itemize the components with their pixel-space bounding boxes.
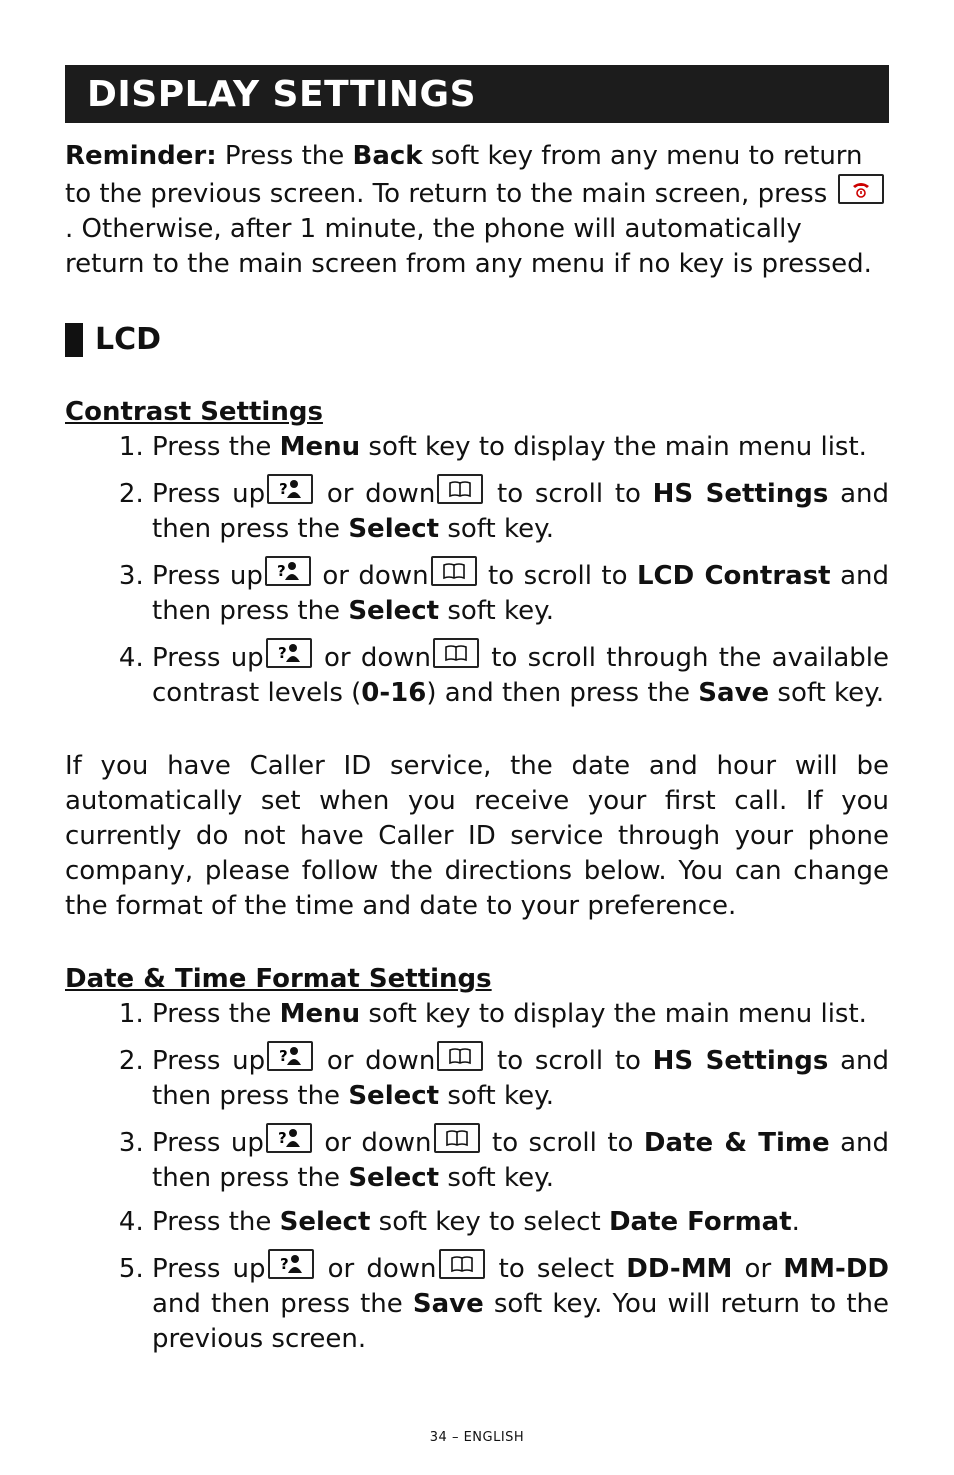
page-footer: 34 – ENGLISH [429, 1430, 525, 1445]
svg-text:?: ? [276, 562, 286, 580]
date-time-steps-list [65, 997, 889, 1357]
up-contacts-key-icon [267, 474, 313, 504]
end-call-key-icon [838, 174, 884, 204]
list-item: 2. Press up ? or down to scroll to HS Settings and then press the Select soft key. [152, 474, 889, 547]
caller-id-paragraph: If you have Caller ID service, the date and hour will be automatically set when you receive your first call. If you currently do not have Caller ID service through your phone company, please follow the directions below. You can change the format of the time and date to your preference. [65, 751, 889, 921]
date-time-format-heading: Date & Time Format Settings [65, 964, 492, 994]
up-contacts-key-icon [265, 556, 311, 586]
section-lcd-heading [65, 322, 889, 357]
reminder-paragraph: Reminder: Press the Back soft key from any menu to return to the previous screen. To return to the main screen, press . Otherwise, after 1 minute, the phone will automatically return to the main screen from any menu if no key is pressed. [65, 139, 889, 282]
contrast-settings-heading: Contrast Settings [65, 397, 323, 427]
list-item: 4. Press the Select soft key to select Date Format. [152, 1205, 889, 1240]
manual-page [65, 65, 889, 1366]
down-phonebook-key-icon [437, 1041, 483, 1071]
down-phonebook-key-icon [433, 638, 479, 668]
list-item: 2. Press up ? or down to scroll to HS Settings and then press the Select soft key. [152, 1041, 889, 1114]
title-banner [65, 65, 889, 123]
svg-text:?: ? [279, 1047, 288, 1065]
section-title: LCD [95, 322, 162, 357]
list-item: 4. Press up ? or down to scroll through the available contrast levels (0-16) and then press the Save soft key. [152, 638, 889, 711]
list-item: 3. Press up ? or down to scroll to LCD Contrast and then press the Select soft key. [152, 556, 889, 629]
list-item: 1. Press the Menu soft key to display the main menu list. [152, 997, 889, 1032]
svg-text:?: ? [279, 480, 288, 498]
svg-text:?: ? [277, 1129, 287, 1147]
up-contacts-key-icon [268, 1249, 314, 1279]
down-phonebook-key-icon [431, 556, 477, 586]
contrast-steps-list [65, 430, 889, 711]
svg-text:?: ? [277, 644, 287, 662]
up-contacts-key-icon [266, 1123, 312, 1153]
page-title: DISPLAY SETTINGS [87, 73, 477, 115]
section-marker [65, 323, 83, 357]
list-item: 5. Press up ? or down to select DD-MM or MM-DD and then press the Save soft key. You will return to the previous screen. [152, 1249, 889, 1357]
down-phonebook-key-icon [437, 474, 483, 504]
up-contacts-key-icon [267, 1041, 313, 1071]
up-contacts-key-icon [266, 638, 312, 668]
list-item: 1. Press the Menu soft key to display the main menu list. [152, 430, 889, 465]
down-phonebook-key-icon [434, 1123, 480, 1153]
list-item: 3. Press up ? or down to scroll to Date & Time and then press the Select soft key. [152, 1123, 889, 1196]
down-phonebook-key-icon [439, 1249, 485, 1279]
svg-text:?: ? [279, 1255, 289, 1273]
